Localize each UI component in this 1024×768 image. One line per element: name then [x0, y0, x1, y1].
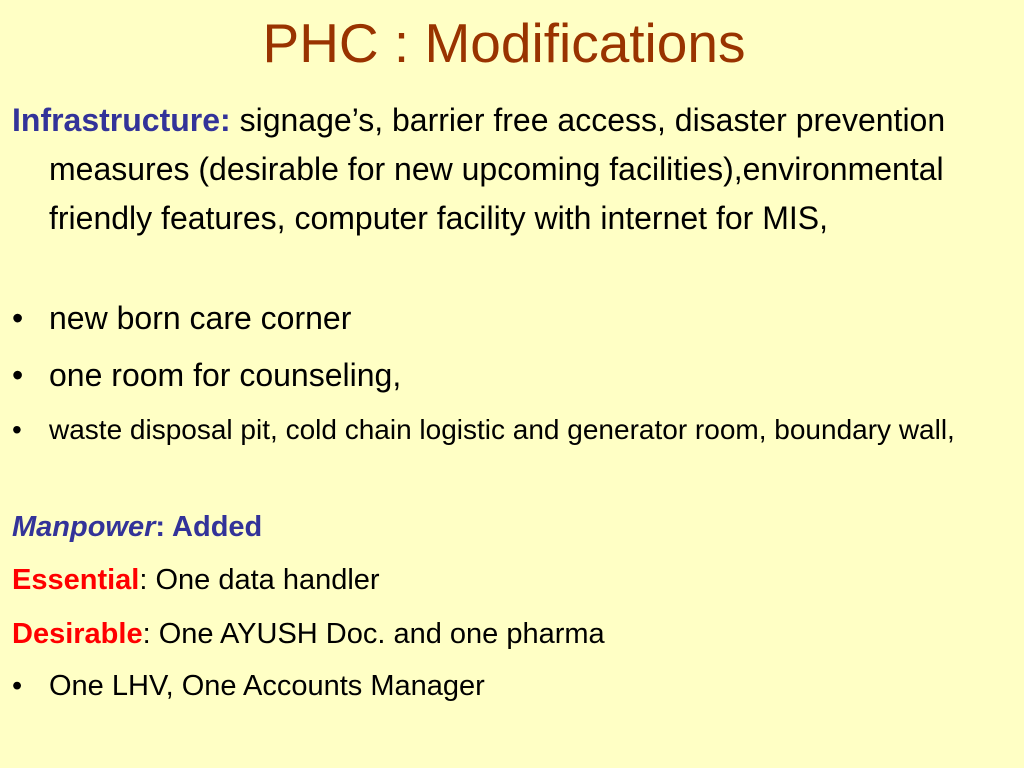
bullet-text: new born care corner: [49, 300, 352, 336]
desirable-text: : One AYUSH Doc. and one pharma: [142, 618, 605, 650]
desirable-label: Desirable: [12, 618, 143, 650]
manpower-text: : Added: [155, 511, 263, 543]
bullet-marker: •: [12, 670, 23, 702]
infrastructure-text: signage’s, barrier free access, disaster prevention measures (desirable for new upcoming facilities),environmental friendly features, computer facility with internet for MIS,: [49, 102, 946, 236]
infrastructure-label: Infrastructure:: [12, 102, 231, 138]
slide-title: PHC : Modifications: [262, 12, 746, 74]
bullet-item-waste: [12, 408, 1008, 452]
bullet-text: One LHV, One Accounts Manager: [49, 670, 485, 702]
bullet-marker: •: [12, 300, 24, 336]
desirable-line: [12, 610, 1008, 658]
infrastructure-paragraph: [12, 96, 1008, 243]
essential-label: Essential: [12, 564, 140, 596]
essential-line: [12, 556, 1008, 604]
bullet-item-newborn: [12, 294, 1008, 343]
bullet-text: one room for counseling,: [49, 357, 402, 393]
bullet-text: waste disposal pit, cold chain logistic and generator room, boundary wall,: [49, 414, 955, 445]
manpower-label: Manpower: [12, 511, 156, 543]
bullet-item-counseling: [12, 351, 1008, 400]
bullet-item-lhv: [12, 662, 1008, 710]
bullet-marker: •: [12, 357, 24, 393]
essential-text: : One data handler: [139, 564, 380, 596]
bullet-marker: •: [12, 414, 22, 445]
manpower-line: [12, 503, 1008, 551]
infrastructure-body: [12, 96, 1008, 243]
